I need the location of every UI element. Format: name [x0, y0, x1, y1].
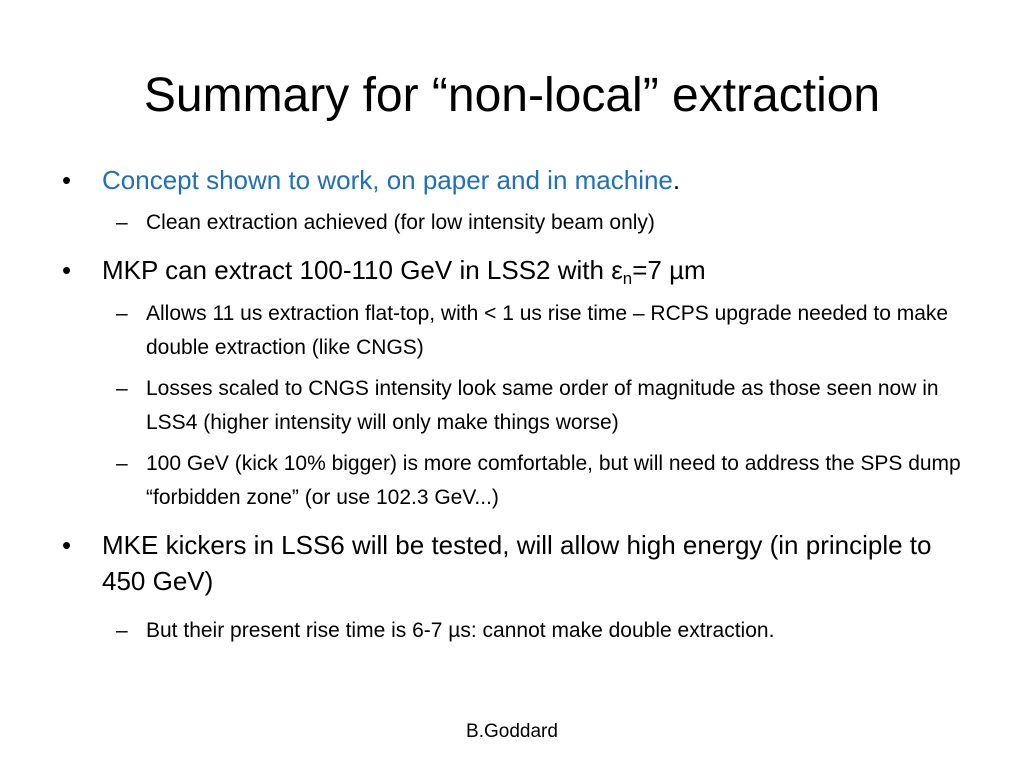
- sub-bullet-text: Allows 11 us extraction flat-top, with < 1 us rise time – RCPS upgrade needed to make double extraction (like CNGS): [146, 302, 949, 359]
- bullet-item: [62, 527, 962, 599]
- bullet-item: [62, 252, 962, 288]
- epsilon-subscript: n: [622, 269, 633, 288]
- dash-icon: –: [116, 619, 128, 642]
- sub-bullet-item: [116, 614, 966, 648]
- sub-bullet-text: Clean extraction achieved (for low intensity beam only): [146, 211, 655, 234]
- footer-author: B.Goddard: [466, 721, 558, 742]
- bullet-item: [62, 162, 962, 198]
- slide-title: Summary for “non-local” extraction: [143, 69, 881, 122]
- sub-bullet-item: [116, 297, 966, 365]
- bullet-text: MKE kickers in LSS6 will be tested, will allow high energy (in principle to 450 GeV): [102, 530, 932, 596]
- sub-bullet-text: 100 GeV (kick 10% bigger) is more comfortable, but will need to address the SPS dump “forbidden zone” (or use 102.3 GeV...): [146, 452, 961, 509]
- bullet-text-after: =7 µm: [632, 255, 706, 285]
- bullet-text: Concept shown to work, on paper and in machine: [102, 165, 673, 195]
- sub-bullet-text: Losses scaled to CNGS intensity look same order of magnitude as those seen now in LSS4 (higher intensity will only make things worse): [146, 377, 939, 434]
- dash-icon: –: [116, 452, 128, 475]
- bullet-dot-icon: •: [62, 255, 72, 285]
- dash-icon: –: [116, 377, 128, 400]
- bullet-dot-icon: •: [62, 530, 72, 560]
- bullet-dot-icon: •: [62, 165, 72, 195]
- sub-bullet-item: [116, 372, 966, 440]
- sub-bullet-item: [116, 447, 966, 515]
- dash-icon: –: [116, 211, 128, 234]
- bullet-suffix: .: [672, 165, 681, 195]
- sub-bullet-item: [116, 206, 966, 240]
- bullet-text-before: MKP can extract 100-110 GeV in LSS2 with ε: [102, 255, 623, 285]
- sub-bullet-text: But their present rise time is 6-7 µs: cannot make double extraction.: [146, 619, 775, 642]
- dash-icon: –: [116, 302, 128, 325]
